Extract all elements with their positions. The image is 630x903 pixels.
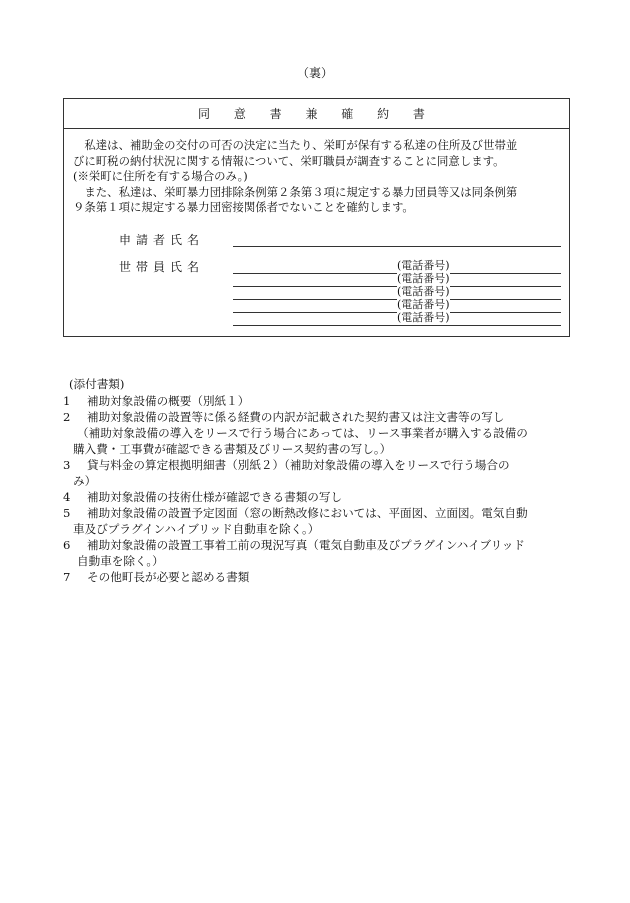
- attachment-number: 2: [63, 410, 71, 424]
- household-member-label: 世帯員氏名: [119, 260, 205, 274]
- attachment-item: [63, 409, 573, 425]
- attachment-continuation: 自動車を除く。）: [77, 554, 164, 568]
- attachment-number: 7: [63, 570, 71, 584]
- attachment-number: 4: [63, 490, 71, 504]
- phone-number-label: (電話番号): [397, 298, 450, 311]
- consent-note: (※栄町に住所を有する場合のみ。): [73, 169, 248, 184]
- consent-form-box: [63, 98, 570, 337]
- consent-text-line: びに町税の納付状況に関する情報について、栄町職員が調査することに同意します。: [73, 153, 505, 168]
- attachment-item: [63, 569, 573, 585]
- attachment-text: 補助対象設備の設置等に係る経費の内訳が記載された契約書又は注文書等の写し: [87, 410, 505, 424]
- applicant-name-field[interactable]: [233, 233, 561, 247]
- attachments-list: [63, 376, 573, 585]
- consent-statement: [64, 129, 569, 216]
- attachment-item: [63, 505, 573, 521]
- attachment-subnote: （補助対象設備の導入をリースで行う場合にあっては、リース事業者が購入する設備の: [77, 426, 528, 440]
- consent-text-line: 私達は、補助金の交付の可否の決定に当たり、栄町が保有する私達の住所及び世帯並: [73, 138, 518, 152]
- attachment-text: 補助対象設備の技術仕様が確認できる書類の写し: [87, 490, 343, 504]
- consent-text-line: ９条第１項に規定する暴力団密接関係者でないことを確約します。: [73, 200, 414, 215]
- phone-number-label: (電話番号): [397, 259, 450, 272]
- attachment-number: 1: [63, 394, 71, 408]
- phone-number-label: (電話番号): [397, 311, 450, 324]
- attachment-number: 6: [63, 538, 71, 552]
- attachment-subnote: 購入費・工事費が確認できる書類及びリース契約書の写し。）: [73, 442, 392, 456]
- consent-text-line: また、私達は、栄町暴力団排除条例第２条第３項に規定する暴力団員等又は同条例第: [73, 184, 518, 199]
- attachment-item: [63, 457, 573, 473]
- applicant-name-label: 申請者氏名: [119, 233, 205, 247]
- attachment-item: [63, 537, 573, 553]
- household-member-field[interactable]: [233, 312, 561, 326]
- attachment-item: [63, 393, 573, 409]
- attachment-number: 5: [63, 506, 71, 520]
- attachment-text: 補助対象設備の概要（別紙１）: [87, 394, 250, 408]
- consent-form-title: 同 意 書 兼 確 約 書: [64, 99, 569, 129]
- attachment-text: 貸与料金の算定根拠明細書（別紙２）（補助対象設備の導入をリースで行う場合の: [87, 458, 510, 472]
- attachments-heading: (添付書類): [69, 377, 125, 391]
- attachment-continuation: み）: [73, 474, 97, 488]
- attachment-text: 補助対象設備の設置工事着工前の現況写真（電気自動車及びプラグインハイブリッド: [87, 538, 525, 552]
- attachment-text: その他町長が必要と認める書類: [87, 570, 250, 584]
- attachment-number: 3: [63, 458, 71, 472]
- attachment-text: 補助対象設備の設置予定図面（窓の断熱改修においては、平面図、立面図。電気自動: [87, 506, 528, 520]
- attachment-continuation: 車及びプラグインハイブリッド自動車を除く。）: [73, 522, 320, 536]
- page-side-label: （裏）: [296, 66, 333, 80]
- attachment-item: [63, 489, 573, 505]
- phone-number-label: (電話番号): [397, 272, 450, 285]
- phone-number-label: (電話番号): [397, 285, 450, 298]
